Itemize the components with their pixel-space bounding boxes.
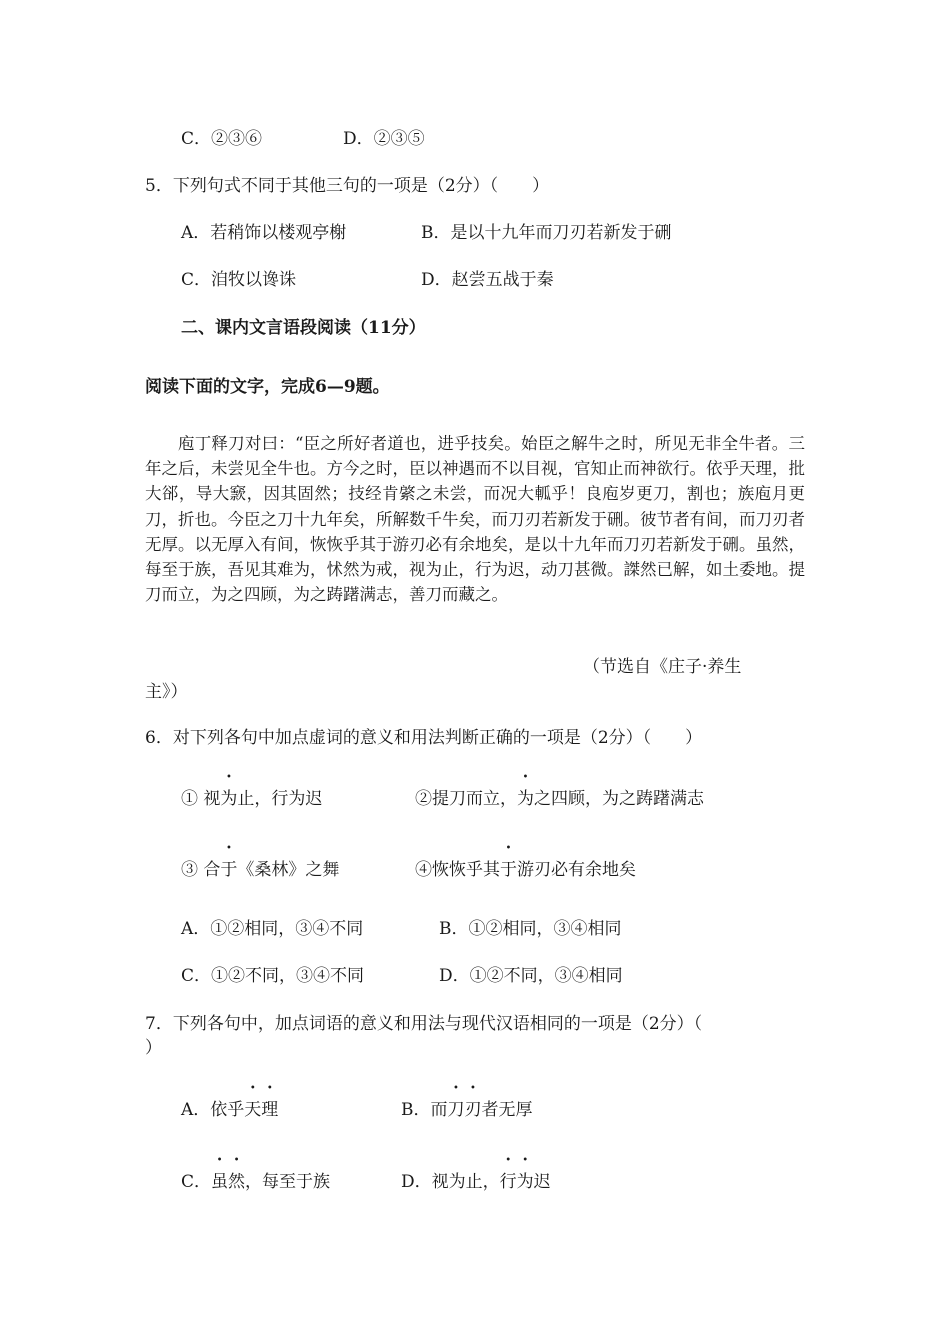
emphasis-dot-word: 于 bbox=[220, 860, 238, 880]
emphasis-dot-word: 为 bbox=[516, 1172, 534, 1192]
q6-item-3: ③ 合于《桑林》之舞 bbox=[181, 860, 340, 880]
q6-item-1: ① 视为止，行为迟 bbox=[181, 789, 323, 809]
emphasis-dot-word: 虽 bbox=[211, 1172, 229, 1192]
q5-option-d: D．赵尝五战于秦 bbox=[421, 270, 554, 290]
q4-option-c: C．②③⑥ bbox=[181, 129, 263, 149]
emphasis-dot-word: 刀 bbox=[447, 1100, 465, 1120]
emphasis-dot-word: 然 bbox=[228, 1172, 246, 1192]
reading-instruction: 阅读下面的文字，完成6—9题。 bbox=[145, 377, 390, 397]
q6-option-c: C．①②不同，③④不同 bbox=[181, 966, 365, 986]
emphasis-dot-word: 于 bbox=[500, 860, 517, 880]
emphasis-dot-word: 天 bbox=[244, 1100, 262, 1120]
q5-option-b: B．是以十九年而刀刃若新发于硎 bbox=[421, 223, 672, 243]
q7-option-a: A．依乎天理 bbox=[181, 1100, 279, 1120]
q7-stem-end: ） bbox=[145, 1038, 162, 1058]
passage-text: 庖丁释刀对曰：“臣之所好者道也，进乎技矣。始臣之解牛之时，所见无非全牛者。三年之后，未尝见全牛也。方今之时，臣以神遇而不以目视，官知止而神欲行。依乎天理，批大郤，导大窾，因其固然；技经肯綮之未尝，而况大軱乎！良庖岁更刀，割也；族庖月更刀，折也。今臣之刀十九年矣，所解数千牛矣，而刀刃若新发于硎。彼节者有间，而刀刃者无厚。以无厚入有间，恢恢乎其于游刃必有余地矣，是以十九年而刀刃若新发于硎。虽然，每至于族，吾见其难为，怵然为戒，视为止，行为迟，动刀甚微。謋然已解，如土委地。提刀而立，为之四顾，为之踌躇满志，善刀而藏之。 bbox=[145, 434, 805, 605]
q5-stem: 5．下列句式不同于其他三句的一项是（2分）（ ） bbox=[145, 176, 550, 196]
q6-item-4: ④恢恢乎其于游刃必有余地矣 bbox=[415, 860, 636, 880]
q6-item-2: ②提刀而立，为之四顾，为之踌躇满志 bbox=[415, 789, 704, 809]
q4-option-d: D．②③⑤ bbox=[343, 129, 425, 149]
emphasis-dot-word: 为 bbox=[220, 789, 238, 809]
q7-stem: 7．下列各句中，加点词语的意义和用法与现代汉语相同的一项是（2分）（ bbox=[145, 1014, 703, 1034]
emphasis-dot-word: 理 bbox=[261, 1100, 279, 1120]
section-heading: 二、课内文言语段阅读（11分） bbox=[181, 318, 426, 338]
q7-option-d: D．视为止，行为迟 bbox=[401, 1172, 551, 1192]
passage-source-line1: （节选自《庄子·养生 bbox=[583, 657, 742, 677]
q7-option-b: B．而刀刃者无厚 bbox=[401, 1100, 533, 1120]
q7-option-c: C．虽然，每至于族 bbox=[181, 1172, 331, 1192]
q6-option-d: D．①②不同，③④相同 bbox=[439, 966, 623, 986]
q5-option-a: A．若稍饰以楼观亭榭 bbox=[181, 223, 347, 243]
q5-option-c: C．洎牧以谗诛 bbox=[181, 270, 297, 290]
q6-option-a: A．①②相同，③④不同 bbox=[181, 919, 364, 939]
q6-option-b: B．①②相同，③④相同 bbox=[439, 919, 622, 939]
emphasis-dot-word: 行 bbox=[499, 1172, 517, 1192]
q6-stem: 6．对下列各句中加点虚词的意义和用法判断正确的一项是（2分）（ ） bbox=[145, 728, 703, 748]
emphasis-dot-word: 刃 bbox=[464, 1100, 482, 1120]
emphasis-dot-word: 为 bbox=[517, 789, 534, 809]
passage-source-line2: 主》） bbox=[145, 682, 188, 702]
